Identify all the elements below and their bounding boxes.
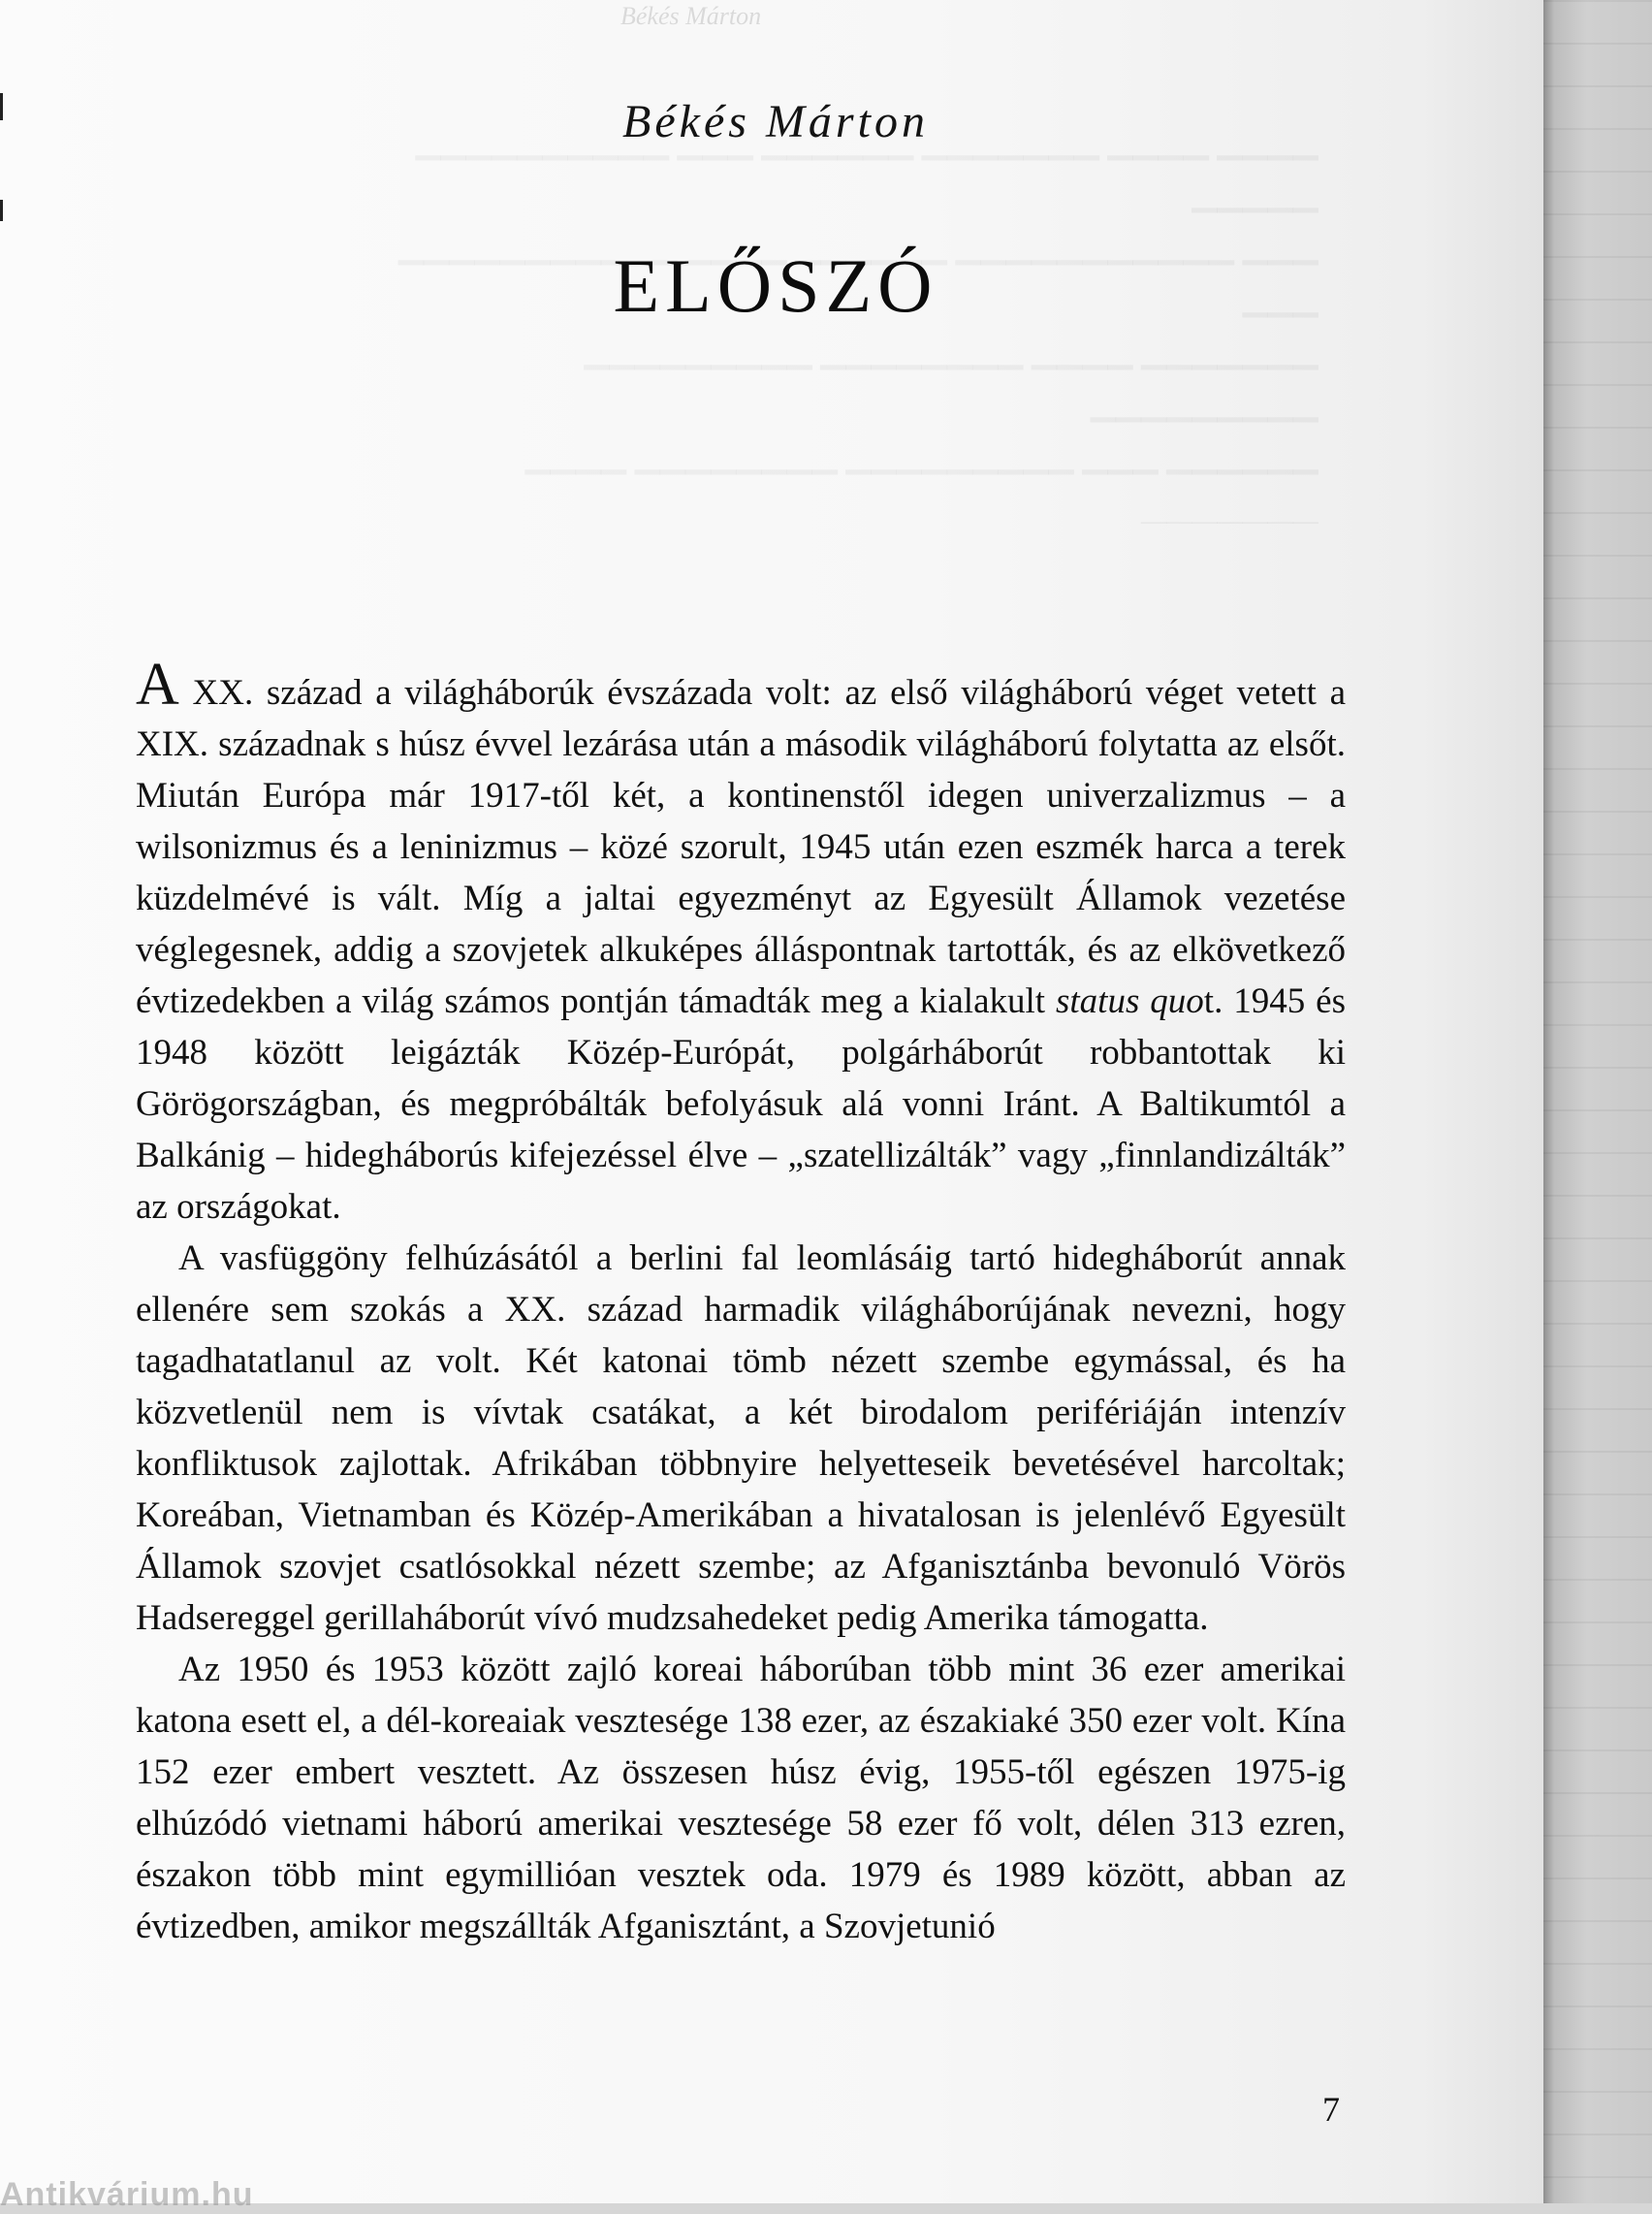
drop-cap: A xyxy=(136,652,179,718)
italic-phrase: status quo xyxy=(1056,981,1204,1021)
author-name: Békés Márton xyxy=(622,96,929,147)
body-text xyxy=(136,652,1346,1952)
watermark-text: Antikvárium.hu xyxy=(0,2176,254,2213)
show-through-line xyxy=(349,431,1318,524)
page-number: 7 xyxy=(1322,2090,1340,2129)
background-surface xyxy=(1543,0,1652,2203)
paragraph-2: A vasfüggöny felhúzásától a berlini fal leomlásáig tartó hidegháborút annak ellenére sem szokás a XX. század harmadik világháborújának nevezni, hogy tagadhatatlanul az volt. Két katonai tömb nézett szembe egymással, és ha közvetlenül nem is vívtak csatákat, a két birodalom perifériáján intenzív konfliktusok zajlottak. Afrikában többnyire helyetteseik bevetésével harcoltak; Koreában, Vietnamban és Közép-Amerikában a hivatalosan is jelenlévő Egyesült Államok szovjet csatlósokkal nézett szembe; az Afganisztánba bevonuló Vörös Hadsereggel gerillaháborút vívó mudzsahedeket pedig Amerika támogatta. xyxy=(136,1238,1346,1638)
paragraph-1-text-continued: t. 1945 és 1948 között leigázták Közép-Európát, polgárháborút robbantottak ki Görögországban, és megpróbálták befolyásuk alá vonni Iránt. A Baltikumtól a Balkánig – hidegháborús kifejezéssel élve – „szatellizálták” vagy „finnlandizálták” az országokat. xyxy=(136,981,1346,1227)
edge-mark xyxy=(0,93,3,120)
paragraph-1 xyxy=(136,652,1346,1233)
running-head-ghost: Békés Márton xyxy=(620,2,762,30)
show-through-line xyxy=(349,326,1318,431)
chapter-title: ELŐSZÓ xyxy=(613,243,938,328)
paragraph-1-text: XX. század a világháborúk évszázada volt: az első világháború véget vetett a XIX. századnak s húsz évvel lezárása után a második világháború folytatta az elsőt. Miután Európa már 1917-től két, a kontinenstől idegen univerzalizmus – a wilsonizmus és a leninizmus – közé szorult, 1945 után ezen eszmék harca a terek küzdelmévé is vált. Míg a jaltai egyezményt az Egyesült Államok vezetése véglegesnek, addig a szovjetek alkuképes álláspontnak tartották, és az elkövetkező évtizedekben a világ számos pontján támadták meg a kialakult xyxy=(136,673,1346,1021)
paragraph-3: Az 1950 és 1953 között zajló koreai háborúban több mint 36 ezer amerikai katona esett el, a dél-koreaiak vesztesége 138 ezer, az északiaké 350 ezer volt. Kína 152 ezer embert vesztett. Az összesen húsz évig, 1955-től egészen 1975-ig elhúzódó vietnami háború amerikai vesztesége 58 ezer fő volt, délen 313 ezren, északon több mint egymillióan vesztek oda. 1979 és 1989 között, abban az évtizedben, amikor megszállták Afganisztánt, a Szovjetunió xyxy=(136,1650,1346,1946)
edge-mark xyxy=(0,200,3,221)
